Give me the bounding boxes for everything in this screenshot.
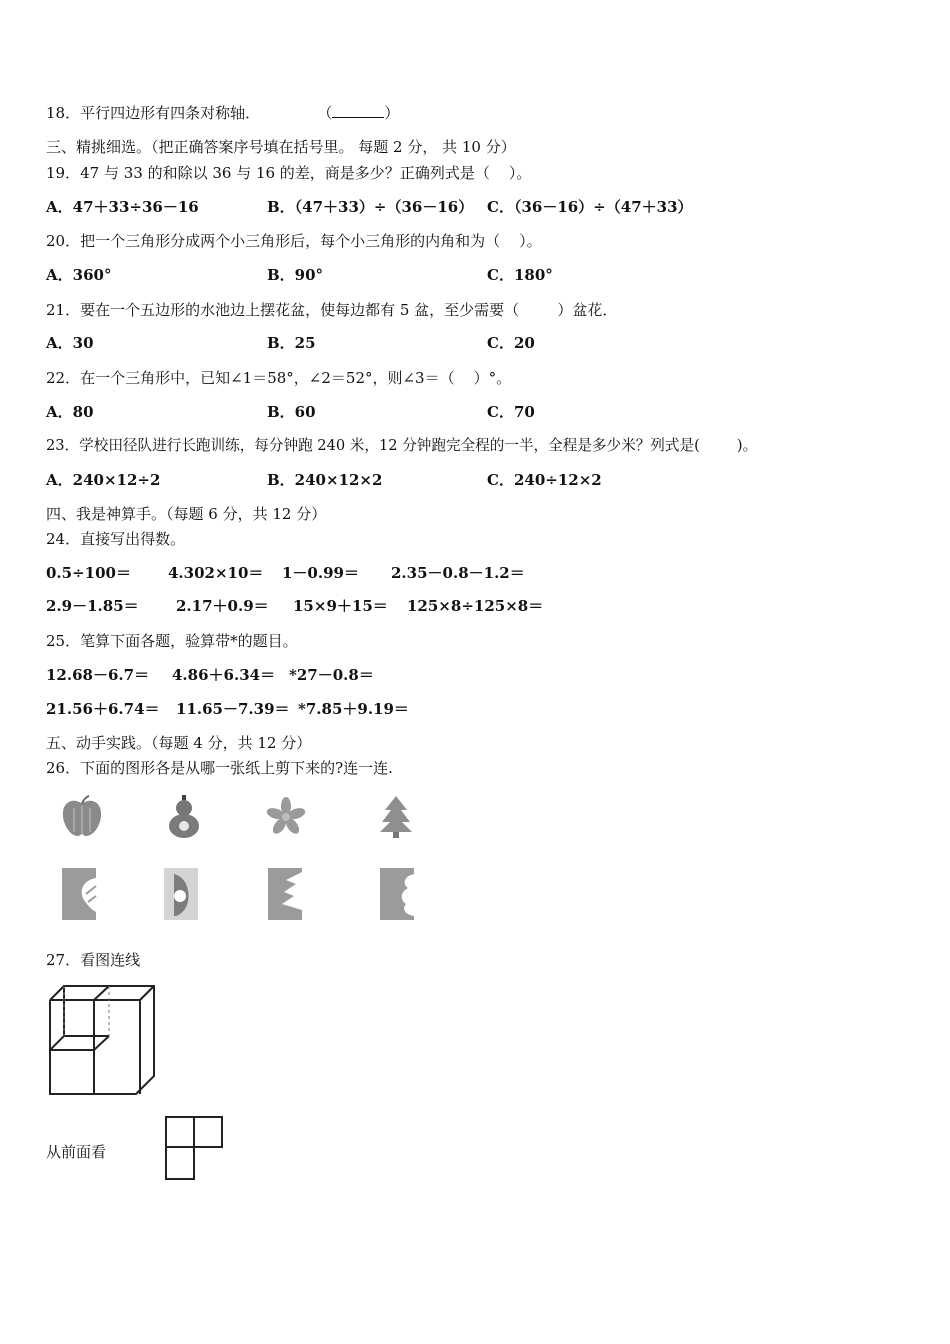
q25-item: *7.85＋9.19＝: [298, 700, 409, 718]
q24-item: 2.35－0.8－1.2＝: [391, 564, 525, 582]
q25-item: 4.86＋6.34＝: [172, 666, 276, 684]
paper-zigzag-cut-icon[interactable]: [266, 866, 304, 922]
question-27-title: 27．看图连线: [46, 951, 141, 969]
q22-option-b[interactable]: B．60: [267, 403, 316, 421]
paper-wave-cut-icon[interactable]: [378, 866, 416, 922]
q21-option-a[interactable]: A．30: [46, 334, 94, 352]
question-18-text: 18．平行四边形有四条对称轴．: [46, 104, 261, 122]
q25-item: 21.56＋6.74＝: [46, 700, 160, 718]
question-20-stem: 20．把一个三角形分成两个小三角形后，每个小三角形的内角和为（ ）。: [46, 232, 542, 250]
paper-leaf-cut-icon[interactable]: [60, 866, 98, 922]
q24-item: 125×8÷125×8＝: [407, 597, 544, 615]
apple-icon[interactable]: [58, 794, 106, 840]
q21-option-c[interactable]: C．20: [487, 334, 535, 352]
question-24-title: 24．直接写出得数。: [46, 530, 186, 548]
q20-option-b[interactable]: B．90°: [267, 266, 324, 284]
question-18: 18．平行四边形有四条对称轴． （ ）: [46, 104, 400, 122]
q20-option-c[interactable]: C．180°: [487, 266, 553, 284]
q24-item: 0.5÷100＝: [46, 564, 131, 582]
question-23-stem: 23．学校田径队进行长跑训练，每分钟跑 240 米，12 分钟跑完全程的一半，全程是多少米？列式是( )。: [46, 437, 758, 454]
section-5-heading: 五、动手实践。（每题 4 分，共 12 分）: [46, 734, 312, 752]
q23-option-c[interactable]: C．240÷12×2: [487, 471, 602, 489]
paper-round-cut-icon[interactable]: [162, 866, 200, 922]
question-19-stem: 19．47 与 33 的和除以 36 与 16 的差，商是多少？正确列式是（ ）。: [46, 164, 532, 182]
flower-icon[interactable]: [264, 796, 308, 838]
tree-icon[interactable]: [376, 794, 416, 840]
question-26-title: 26．下面的图形各是从哪一张纸上剪下来的?连一连.: [46, 759, 393, 777]
answer-blank[interactable]: [332, 103, 384, 118]
question-25-title: 25．笔算下面各题，验算带*的题目。: [46, 632, 298, 650]
section-3-heading: 三、精挑细选。（把正确答案序号填在括号里。 每题 2 分， 共 10 分）: [46, 138, 516, 156]
q24-item: 15×9＋15＝: [293, 597, 388, 615]
q19-option-b[interactable]: B．（47＋33）÷（36－16）: [267, 198, 474, 216]
q24-item: 2.9－1.85＝: [46, 597, 139, 615]
q20-option-a[interactable]: A．360°: [46, 266, 112, 284]
q24-item: 1－0.99＝: [282, 564, 359, 582]
q22-option-c[interactable]: C．70: [487, 403, 535, 421]
view-label-front: 从前面看: [46, 1143, 107, 1161]
q19-option-c[interactable]: C．（36－16）÷（47＋33）: [487, 198, 693, 216]
q25-item: *27－0.8＝: [289, 666, 374, 684]
section-4-heading: 四、我是神算手。（每题 6 分，共 12 分）: [46, 505, 327, 523]
front-view-grid-icon[interactable]: [164, 1115, 224, 1181]
gourd-icon[interactable]: [163, 794, 205, 840]
q23-option-a[interactable]: A．240×12÷2: [46, 471, 161, 489]
question-21-stem: 21．要在一个五边形的水池边上摆花盆，使每边都有 5 盆，至少需要（ ）盆花．: [46, 301, 618, 319]
q19-option-a[interactable]: A．47＋33÷36－16: [46, 198, 199, 216]
q22-option-a[interactable]: A．80: [46, 403, 94, 421]
q25-item: 11.65－7.39＝: [176, 700, 290, 718]
cube-stack-figure: [44, 980, 158, 1100]
q24-item: 4.302×10＝: [168, 564, 264, 582]
q21-option-b[interactable]: B．25: [267, 334, 316, 352]
q25-item: 12.68－6.7＝: [46, 666, 150, 684]
q24-item: 2.17＋0.9＝: [176, 597, 269, 615]
question-22-stem: 22．在一个三角形中，已知∠1＝58°，∠2＝52°，则∠3＝（ ）°。: [46, 369, 512, 387]
q23-option-b[interactable]: B．240×12×2: [267, 471, 383, 489]
